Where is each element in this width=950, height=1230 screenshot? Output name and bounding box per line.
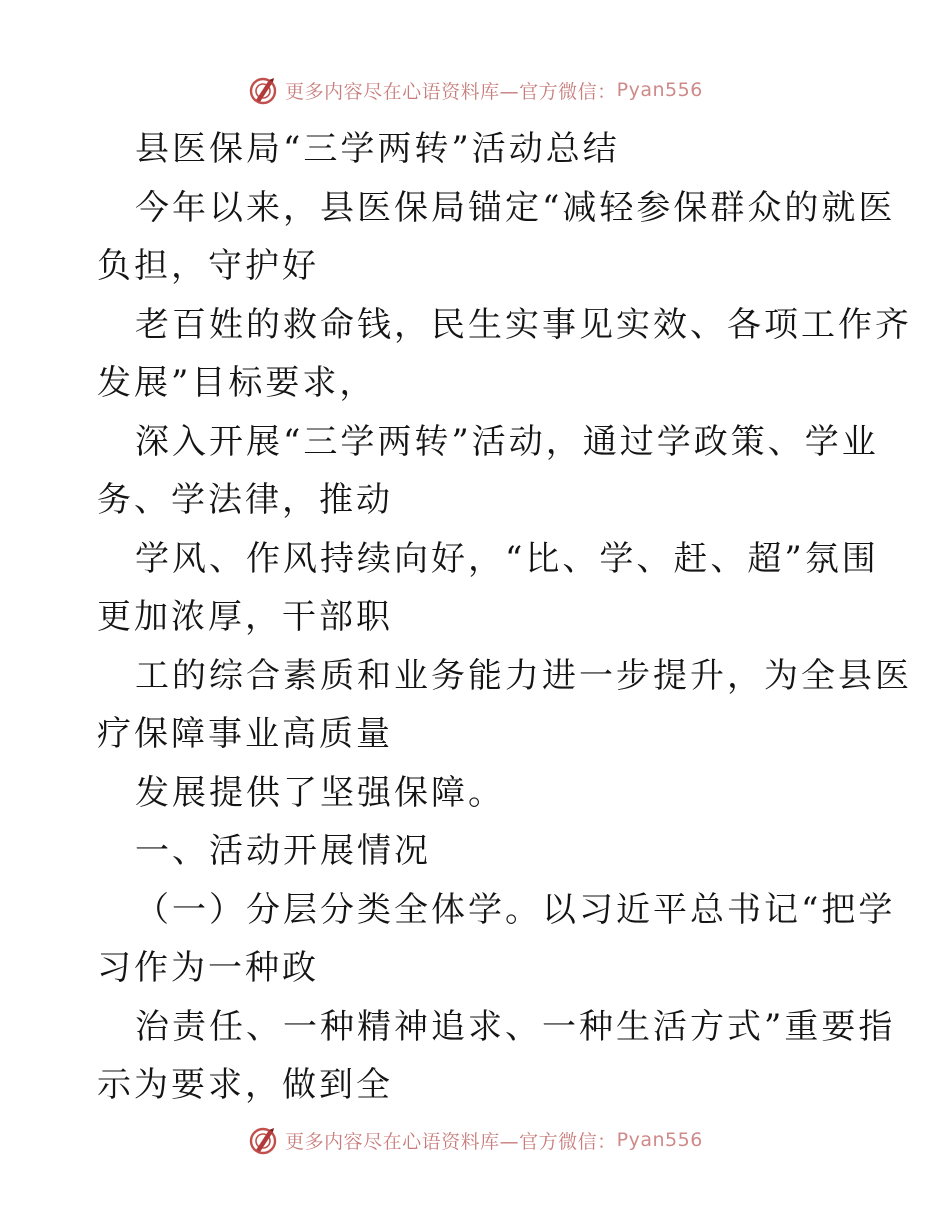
text-line: 发展”目标要求，	[97, 363, 377, 403]
text-line: 今年以来，县医保局锚定“减轻参保群众的就医	[135, 187, 896, 228]
watermark-text: 更多内容尽在心语资料库—官方微信：	[285, 1130, 617, 1153]
text-line: 疗保障事业高质量	[97, 714, 393, 754]
text-line: 老百姓的救命钱，民生实事见实效、各项工作齐	[135, 304, 912, 345]
watermark-footer	[0, 1120, 950, 1160]
watermark-wechat-id: Pyan556	[616, 79, 703, 101]
watermark-header	[0, 70, 950, 110]
text-line: 更加浓厚，干部职	[97, 597, 393, 637]
text-line: 务、学法律，推动	[97, 480, 393, 520]
text-line: 深入开展“三学两转”活动，通过学政策、学业	[135, 421, 879, 462]
text-line: 发展提供了坚强保障。	[135, 772, 505, 813]
text-line: 负担，守护好	[97, 246, 319, 286]
text-line: 工的综合素质和业务能力进一步提升，为全县医	[135, 655, 912, 696]
text-line: （一）分层分类全体学。以习近平总书记“把学	[135, 889, 896, 930]
text-line: 学风、作风持续向好，“比、学、赶、超”氛围	[135, 538, 879, 579]
pen-circle-logo-icon	[247, 74, 279, 106]
text-line: 习作为一种政	[97, 948, 319, 988]
text-line: 示为要求，做到全	[97, 1065, 393, 1105]
watermark-wechat-id: Pyan556	[616, 1129, 703, 1151]
text-line: 治责任、一种精神追求、一种生活方式”重要指	[135, 1006, 896, 1047]
document-body	[97, 120, 912, 1115]
pen-circle-logo-icon	[247, 1124, 279, 1156]
watermark-text: 更多内容尽在心语资料库—官方微信：	[285, 80, 617, 103]
document-title: 县医保局“三学两转”活动总结	[135, 129, 620, 169]
text-line: 一、活动开展情况	[135, 831, 431, 871]
